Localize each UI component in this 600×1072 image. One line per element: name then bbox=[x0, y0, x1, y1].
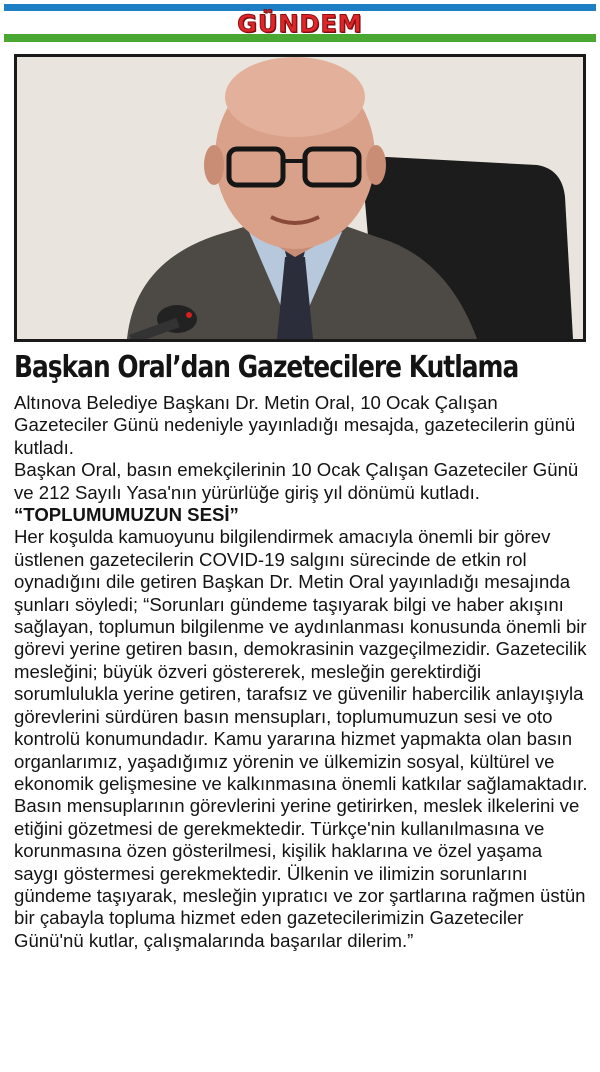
paragraph-quote: Her koşulda kamuoyunu bilgilendirmek amacıyla önemli bir görev üstlenen gazetecilerin COVID-19 salgını sürecinde de etkin rol oynadığını dile getiren Başkan Dr. Metin Oral yayınladığı mesajında şunları söyledi; “Sorunları gündeme taşıyarak bilgi ve haber akışını sağlayan, toplumun bilgilenme ve aydınlanması konusunda önemli bir görevi yerine getiren basın, demokrasinin vazgeçilmezidir. Gazetecilik mesleğini; büyük özveri göstererek, mesleğin gerektirdiği sorumlulukla yerine getiren, tarafsız ve güvenilir habercilik anlayışıyla görevlerini sürdüren basın mensupları, toplumumuzun sesi ve oto kontrolü konumundadır. Kamu yararına hizmet yapmakta olan basın organlarımız, yaşadığımız yörenin ve ülkemizin sosyal, kültürel ve ekonomik gelişmesine ve kalkınmasına önemli katkılar sağlamaktadır. Basın mensuplarının görevlerini yerine getirirken, meslek ilkelerini ve etiğini gözetmesi de gerekmektedir. Türkçe'nin kullanılmasına ve korunmasına özen gösterilmesi, kişilik haklarına ve özel yaşama saygı göstermesi gerekmektedir. Ülkenin ve ilimizin sorunlarını gündeme taşıyarak, mesleğin yıpratıcı ve zor şartlarına rağmen üstün bir çabayla topluma hizmet eden gazetecilerimizin Gazeteciler Günü'nü kutlar, çalışmalarında başarılar dilerim.” bbox=[14, 526, 588, 951]
article-headline: Başkan Oral’dan Gazetecilere Kutlama bbox=[14, 350, 519, 385]
article-body bbox=[14, 392, 590, 952]
article-photo bbox=[14, 54, 586, 342]
article-subheading: “TOPLUMUMUZUN SESİ” bbox=[14, 504, 239, 526]
section-header bbox=[4, 4, 596, 42]
paragraph-second: Başkan Oral, basın emekçilerinin 10 Ocak Çalışan Gazeteciler Günü ve 212 Sayılı Yasa'nın yürürlüğe giriş yıl dönümü kutladı. bbox=[14, 459, 579, 503]
portrait-image bbox=[17, 57, 583, 339]
paragraph-intro: Altınova Belediye Başkanı Dr. Metin Oral, 10 Ocak Çalışan Gazeteciler Günü nedeniyle yayınladığı mesajda, gazetecilerin günü kutladı. bbox=[14, 392, 576, 458]
section-title: GÜNDEM bbox=[237, 10, 363, 38]
